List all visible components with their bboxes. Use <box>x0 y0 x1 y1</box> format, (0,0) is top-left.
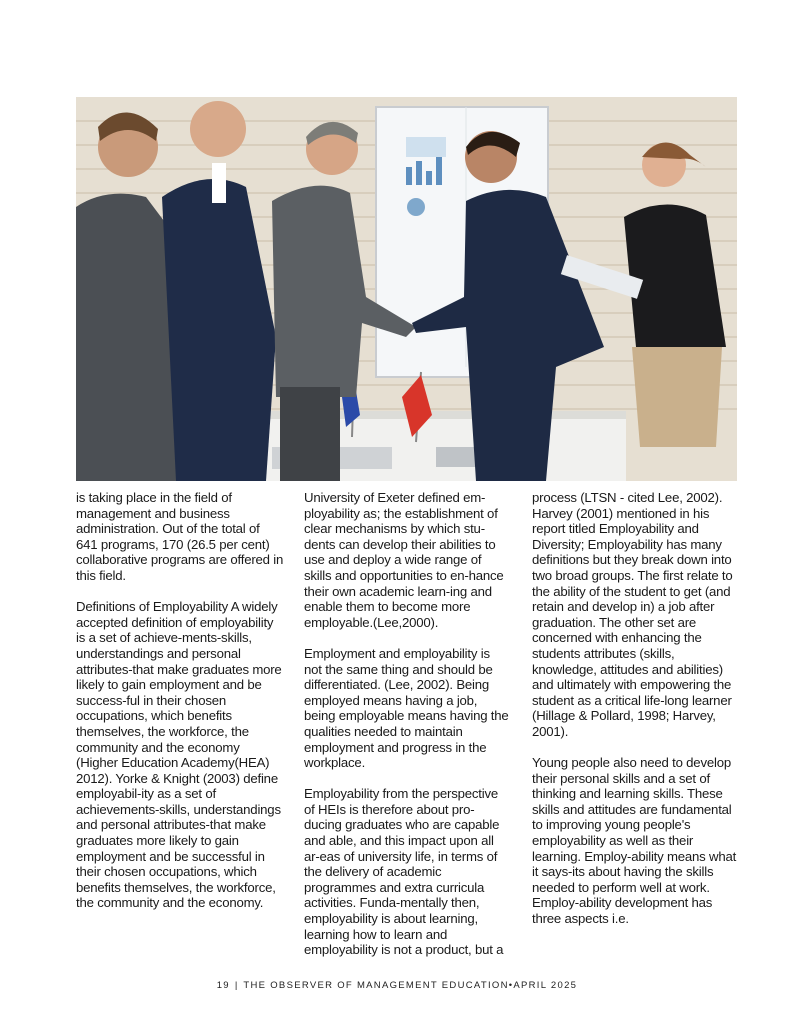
column-3-paragraph-1: process (LTSN - cited Lee, 2002). Harvey (2001) mentioned in his report titled Employability and Diversity; Employability has many definitions but they break down into two broad groups. The first relate to the ability of the student to get (and retain and develop in) a job after graduation. The other set are concerned with enhancing the students attributes (skills, knowledge, attitudes and abilities) and ultimately with empowering the student as a critical life-long learner (Hillage & Pollard, 1998; Harvey, 2001). <box>532 490 733 739</box>
page-footer <box>0 980 794 991</box>
footer-bullet: • <box>508 980 514 991</box>
column-2 <box>304 490 510 973</box>
article-photo <box>76 97 737 481</box>
footer-separator: | <box>234 980 239 991</box>
column-3-paragraph-2: Young people also need to develop their personal skills and a set of thinking and learning skills. These skills and attitudes are fundamental to improving young people's employability as well as their learning. Employ-ability means what it says-its about having the skills needed to perform well at work. Employ-ability development has three aspects i.e. <box>532 755 737 927</box>
column-1 <box>76 490 284 927</box>
publication-name: THE OBSERVER OF MANAGEMENT EDUCATION <box>243 980 509 991</box>
handshake-illustration <box>76 97 737 481</box>
column-3 <box>532 490 742 942</box>
column-2-paragraph-1: University of Exeter defined em-ployability as; the establishment of clear mechanisms by which stu-dents can develop their abilities to use and deploy a wide range of skills and opportunities to en-hance their own academic learn-ing and enable them to become more employable.(Lee,2000). <box>304 490 504 630</box>
page-number: 19 <box>216 980 230 991</box>
column-2-paragraph-3: Employability from the perspective of HEIs is therefore about pro-ducing graduates who are capable and able, and this impact upon all ar-eas of university life, in terms of the delivery of academic programmes and extra curricula activities. Funda-mentally then, employability is about learning, learning how to learn and employability is not a product, but a <box>304 786 504 958</box>
column-1-paragraph-1: is taking place in the field of management and business administration. Out of the total of 641 programs, 170 (26.5 per cent) collaborative programs are offered in this field. <box>76 490 284 583</box>
column-2-paragraph-2: Employment and employability is not the same thing and should be differentiated. (Lee, 2002). Being employed means having a job, being employable means having the qualities needed to maintain employment and progress in the workplace. <box>304 645 509 771</box>
column-1-paragraph-2: Definitions of Employability A widely accepted definition of employability is a set of achieve-ments-skills, understandings and personal attributes-that make graduates more likely to gain employment and be success-ful in their chosen occupations, which benefits themselves, the workforce, the community and the economy (Higher Education Academy(HEA) 2012). Yorke & Knight (2003) define employabil-ity as a set of achievements-skills, understandings and personal attributes-that make graduates more likely to gain employment and be successful in their chosen occupations, which benefits themselves, the workforce, the community and the economy. <box>76 599 282 911</box>
issue-date: APRIL 2025 <box>513 980 578 991</box>
